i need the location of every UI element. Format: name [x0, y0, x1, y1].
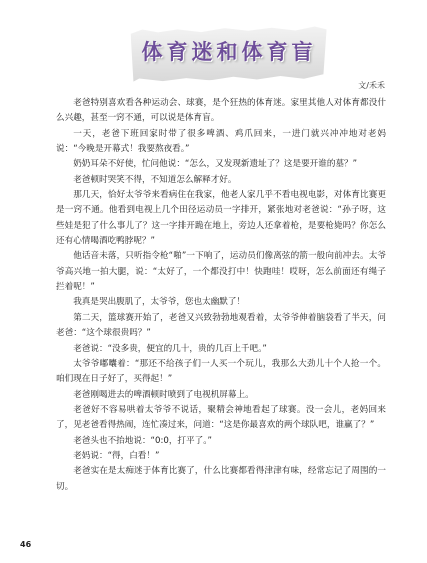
article-author: 文/禾禾 — [358, 81, 385, 90]
article-body — [56, 96, 386, 495]
paragraph: 老妈说：“得，白看！” — [73, 450, 160, 461]
paragraph: 奶奶耳朵不好使，忙问他说：“怎么，又发现新遗址了？这是要开谁的墓？” — [73, 159, 358, 170]
paragraph: 他话音未落，只听指令枪“啪”一下响了，运动员们像离弦的箭一般向前冲去。太爷爷高兴地一拍大腿，说：“太好了，一个都没打中！快跑哇！哎呀，怎么前面还有绳子拦着呢！” — [56, 251, 386, 293]
paragraph: 老爸实在是太痴迷于体育比赛了，什么比赛都看得津津有味，经常忘记了周围的一切。 — [56, 466, 386, 492]
paragraph: 老爸刚喝进去的啤酒顿时喷到了电视机屏幕上。 — [73, 389, 254, 400]
paragraph: 第二天，篮球赛开始了，老爸又兴致勃勃地观看着，太爷爷伸着脑袋看了半天，问老爸：“这个球很贵吗？” — [56, 312, 386, 339]
paragraph: 一天，老爸下班回家时带了很多啤酒、鸡爪回来，一进门就兴冲冲地对老妈说：“今晚是开幕式！我要熬夜看。” — [56, 128, 386, 155]
paragraph: 老爸好不容易哄着太爷爷不说话，聚精会神地看起了球赛。没一会儿，老妈回来了，见老爸看得热闹，连忙凑过来，问道：“这是你最喜欢的两个球队吧，谁赢了？” — [56, 404, 386, 431]
paragraph: 老爸顿时哭笑不得，不知道怎么解释才好。 — [73, 174, 237, 185]
paragraph: 老爸说：“没多贵，便宜的几十，贵的几百上千吧。” — [73, 343, 267, 354]
article-title: 体育迷和体育盲 — [141, 39, 317, 64]
paragraph: 老爸特别喜欢看各种运动会、球赛，是个狂热的体育迷。家里其他人对体育都没什么兴趣，甚至一窍不通，可以说是体育盲。 — [56, 98, 386, 124]
paragraph: 那几天，恰好太爷爷来看病住在我家，他老人家几乎不看电视电影，对体育比赛更是一窍不通。他看到电视上几个田径运动员一字排开，紧张地对老爸说：“孙子呀，这些娃是犯了什么事儿了？这一字排开跪在地上，旁边人还拿着枪，是要枪毙吗？你怎么还有心情喝酒吃鸭脖呢？” — [56, 190, 386, 247]
paragraph: 太爷爷嘟囔着：“那还不给孩子们一人买一个玩儿，我那么大劲儿十个人抢一个。咱们现在日子好了，买得起！” — [56, 358, 386, 385]
paragraph: 我真是哭出腹肌了，太爷爷，您也太幽默了！ — [73, 297, 246, 308]
page-number: 46 — [20, 540, 32, 549]
paragraph: 老爸头也不抬地说：“0:0，打平了。” — [73, 435, 212, 446]
